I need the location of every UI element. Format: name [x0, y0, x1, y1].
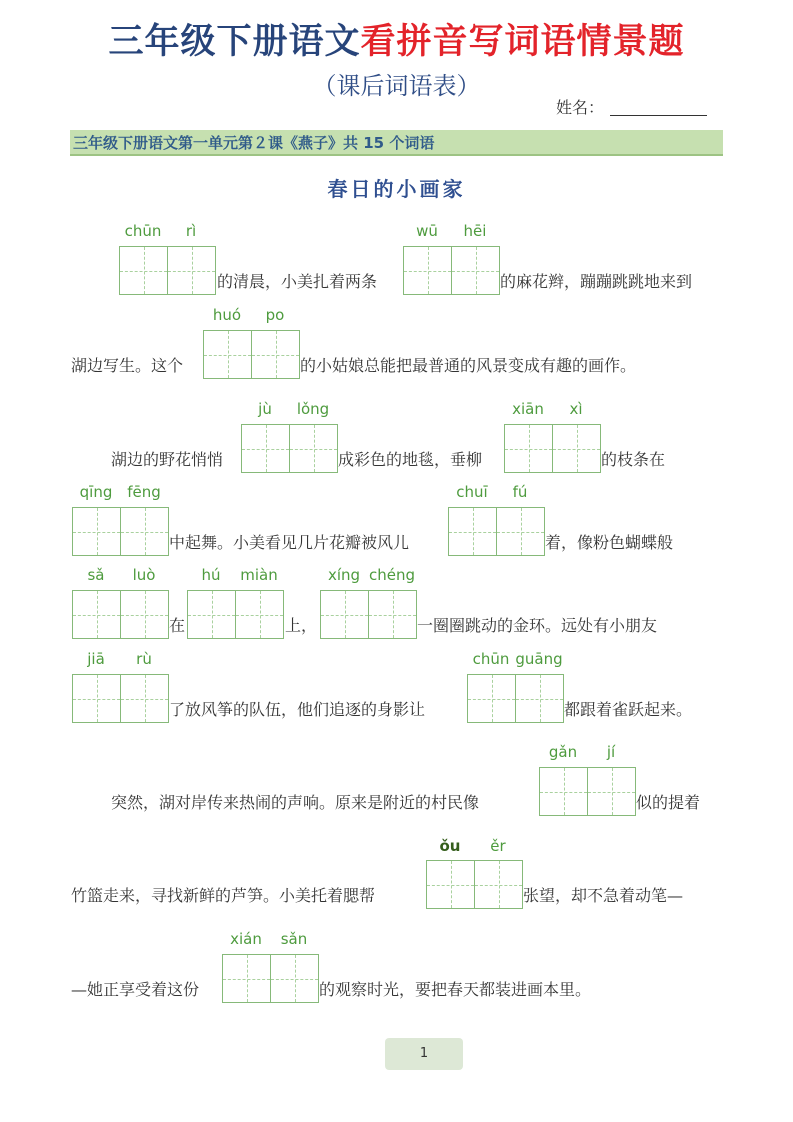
answer-boxes-wuhei[interactable] [403, 246, 499, 294]
answer-box[interactable] [235, 590, 284, 639]
pinyin-9a: hú [201, 566, 221, 584]
story-title: 春日的小画家 [327, 177, 466, 201]
pinyin-14b: ěr [490, 837, 506, 855]
pinyin-7b: fú [512, 483, 528, 501]
story-text: 都跟着雀跃起来。 [564, 700, 693, 719]
lesson-banner: 三年级下册语文第一单元第２课《燕子》共 15 个词语 [70, 130, 723, 156]
answer-boxes-chunri[interactable] [119, 246, 215, 294]
pinyin-5b: xì [569, 400, 583, 418]
story-text: 竹篮走来，寻找新鲜的芦笋。小美托着腮帮 [71, 886, 376, 905]
answer-box[interactable] [72, 590, 121, 639]
answer-box[interactable] [448, 507, 497, 556]
story-text: 的观察时光，要把春天都装进画本里。 [319, 980, 592, 999]
story-text: 了放风筝的队伍，他们追逐的身影让 [169, 700, 426, 719]
name-blank-line[interactable] [610, 115, 707, 116]
story-text: 的枝条在 [601, 450, 666, 469]
story-text: 的清晨，小美扎着两条 [217, 272, 378, 291]
answer-box[interactable] [496, 507, 545, 556]
pinyin-6a: qīng [79, 483, 113, 501]
story-text: 上， [285, 616, 318, 635]
pinyin-8b: luò [132, 566, 156, 584]
answer-box[interactable] [504, 424, 553, 473]
story-text: 湖边写生。这个 [71, 356, 184, 375]
story-text: 中起舞。小美看见几片花瓣被风儿 [169, 533, 410, 552]
answer-boxes-ouer[interactable] [426, 860, 522, 908]
pinyin-15b: sǎn [280, 930, 308, 948]
answer-boxes-ganji[interactable] [539, 767, 635, 815]
answer-box[interactable] [120, 590, 169, 639]
answer-box[interactable] [270, 954, 319, 1003]
story-text: 张望，却不急着动笔— [523, 886, 684, 905]
answer-box[interactable] [515, 674, 564, 723]
pinyin-1b: rì [185, 222, 197, 240]
pinyin-4a: jù [258, 400, 272, 418]
answer-boxes-huopo[interactable] [203, 330, 299, 378]
answer-box[interactable] [587, 767, 636, 816]
title-blue-part: 三年级下册语文 [108, 22, 361, 62]
pinyin-3a: huó [212, 306, 242, 324]
answer-boxes-xingcheng[interactable] [320, 590, 416, 638]
answer-box[interactable] [426, 860, 475, 909]
pinyin-11b: rù [136, 650, 152, 668]
answer-box[interactable] [539, 767, 588, 816]
answer-box[interactable] [320, 590, 369, 639]
page-number: 1 [385, 1038, 463, 1070]
title-red-part: 看拼音写词语情景题 [360, 22, 685, 62]
answer-box[interactable] [403, 246, 452, 295]
pinyin-4b: lǒng [296, 400, 330, 418]
answer-box[interactable] [167, 246, 216, 295]
answer-box[interactable] [467, 674, 516, 723]
pinyin-12b: guāng [515, 650, 563, 668]
pinyin-14a: ǒu [439, 837, 461, 855]
story-text: 的小姑娘总能把最普通的风景变成有趣的画作。 [300, 356, 637, 375]
answer-boxes-saluo[interactable] [72, 590, 168, 638]
pinyin-2b: hēi [463, 222, 487, 240]
answer-box[interactable] [203, 330, 252, 379]
answer-box[interactable] [119, 246, 168, 295]
answer-boxes-jiaru[interactable] [72, 674, 168, 722]
story-text: 在 [169, 616, 186, 635]
answer-box[interactable] [241, 424, 290, 473]
pinyin-9b: miàn [240, 566, 278, 584]
pinyin-6b: fēng [127, 483, 161, 501]
pinyin-2a: wū [416, 222, 438, 240]
pinyin-3b: po [265, 306, 285, 324]
story-text: —她正享受着这份 [71, 980, 200, 999]
pinyin-11a: jiā [87, 650, 105, 668]
story-text: 一圈圈跳动的金环。远处有小朋友 [417, 616, 658, 635]
answer-boxes-humian[interactable] [187, 590, 283, 638]
page-subtitle: （课后词语表） [312, 72, 481, 100]
answer-box[interactable] [251, 330, 300, 379]
answer-box[interactable] [552, 424, 601, 473]
answer-boxes-xianxi[interactable] [504, 424, 600, 472]
story-text: 着，像粉色蝴蝶般 [545, 533, 674, 552]
answer-box[interactable] [474, 860, 523, 909]
answer-box[interactable] [187, 590, 236, 639]
pinyin-10a: xíng [327, 566, 361, 584]
pinyin-10b: chéng [368, 566, 415, 584]
pinyin-7a: chuī [456, 483, 488, 501]
answer-boxes-qingfeng[interactable] [72, 507, 168, 555]
pinyin-15a: xián [230, 930, 262, 948]
answer-box[interactable] [368, 590, 417, 639]
answer-boxes-chunguang[interactable] [467, 674, 563, 722]
answer-box[interactable] [120, 507, 169, 556]
story-text: 似的提着 [636, 793, 701, 812]
name-label: 姓名： [556, 98, 605, 117]
story-text: 突然，湖对岸传来热闹的声响。原来是附近的村民像 [111, 793, 480, 812]
answer-box[interactable] [120, 674, 169, 723]
answer-box[interactable] [72, 507, 121, 556]
answer-boxes-xiansan[interactable] [222, 954, 318, 1002]
answer-box[interactable] [72, 674, 121, 723]
answer-box[interactable] [222, 954, 271, 1003]
pinyin-1a: chūn [124, 222, 162, 240]
story-text: 成彩色的地毯，垂柳 [338, 450, 483, 469]
pinyin-12a: chūn [472, 650, 510, 668]
page-title [0, 14, 793, 64]
answer-box[interactable] [289, 424, 338, 473]
story-text: 湖边的野花悄悄 [111, 450, 224, 469]
pinyin-13a: gǎn [548, 743, 578, 761]
pinyin-5a: xiān [512, 400, 544, 418]
answer-box[interactable] [451, 246, 500, 295]
pinyin-13b: jí [606, 743, 616, 761]
answer-boxes-julong[interactable] [241, 424, 337, 472]
pinyin-8a: sǎ [87, 566, 105, 584]
answer-boxes-chuifu[interactable] [448, 507, 544, 555]
story-text: 的麻花辫，蹦蹦跳跳地来到 [500, 272, 693, 291]
